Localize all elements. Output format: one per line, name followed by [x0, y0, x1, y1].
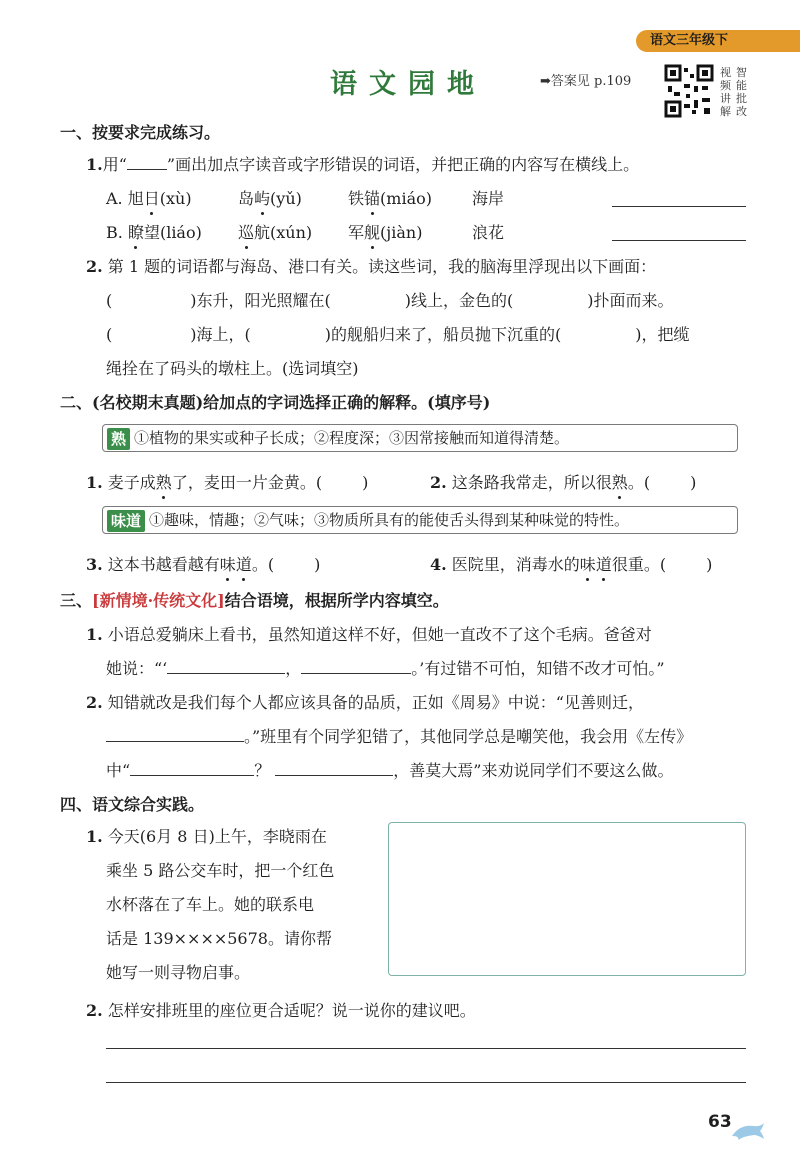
answer-paren[interactable] — [666, 554, 706, 570]
sec1-q1-prompt: 1.用“ ”画出加点字读音或字形错误的词语，并把正确的内容写在横线上。 — [86, 155, 640, 174]
arrow-right-icon: ➡ — [540, 74, 551, 89]
section-4-title: 四、语文综合实践。 — [60, 795, 205, 814]
sec1-q2-line1: 2. 第 1 题的词语都与海岛、港口有关。读这些词，我的脑海里浮现出以下画面： — [86, 257, 657, 276]
word-a1: A. 旭日(xù) — [106, 186, 238, 209]
qr-label-video: 视频讲解 — [720, 66, 731, 118]
sec1-q2-line2: ( )东升，阳光照耀在( )线上，金色的( )扑面而来。 — [106, 291, 674, 310]
sec1-q1-row-b — [106, 220, 504, 243]
word-b4: 浪花 — [472, 223, 505, 242]
answer-paren[interactable] — [274, 554, 314, 570]
answer-paren[interactable] — [650, 472, 690, 488]
definition-badge-weidao: 味道 — [107, 510, 145, 532]
word-b3: 军舰(jiàn) — [348, 220, 472, 243]
answer-line-1[interactable] — [106, 1048, 746, 1049]
definition-badge-shu: 熟 — [107, 428, 130, 450]
answer-reference: ➡答案见 p.109 — [540, 74, 632, 89]
definition-box-shu: 熟 ①植物的果实或种子长成；②程度深；③因常接触而知道得清楚。 — [102, 424, 738, 452]
page-number: 63 — [708, 1112, 732, 1132]
sec4-q1-line2: 乘坐 5 路公交车时，把一个红色 — [106, 861, 335, 880]
section-1-title: 一、按要求完成练习。 — [60, 123, 221, 142]
answer-line-a[interactable] — [612, 206, 746, 207]
sec2-q4: 4. 医院里，消毒水的味道很重。( ) — [430, 552, 712, 575]
sec1-q2-line4: 绳拴在了码头的墩柱上。(选词填空) — [106, 359, 359, 378]
sec1-q2-line3: ( )海上，( )的舰船归来了，船员抛下沉重的( )，把缆 — [106, 325, 690, 344]
sec3-q1-line2: 她说：“‘ ， 。’有过错不可怕，知错不改才可怕。” — [106, 659, 665, 678]
answer-line-2[interactable] — [106, 1082, 746, 1083]
word-b2: 巡航(xún) — [238, 220, 348, 243]
answer-line-b[interactable] — [612, 240, 746, 241]
answer-paren[interactable] — [322, 472, 362, 488]
underline-sample — [127, 154, 167, 170]
page-title: 语文园地 — [330, 69, 486, 100]
dolphin-icon — [730, 1120, 766, 1142]
sec1-q1-row-a — [106, 186, 504, 209]
word-a4: 海岸 — [472, 189, 505, 208]
qr-code-icon — [664, 64, 714, 118]
sec3-q1-line1: 1. 小语总爱躺床上看书，虽然知道这样不好，但她一直改不了这个毛病。爸爸对 — [86, 625, 652, 644]
sec4-q2: 2. 怎样安排班里的座位更合适呢？说一说你的建议吧。 — [86, 1001, 476, 1020]
section-2-title: 二、(名校期末真题)给加点的字词选择正确的解释。(填序号) — [60, 393, 491, 412]
fill-blank[interactable] — [106, 726, 244, 742]
qr-label-grading: 智能批改 — [736, 66, 747, 118]
grade-tag: 语文三年级下 — [636, 30, 800, 52]
sec4-q1-line4: 话是 139××××5678。请你帮 — [106, 929, 332, 948]
section-3-title: 三、[新情境·传统文化]结合语境，根据所学内容填空。 — [60, 591, 449, 610]
fill-blank[interactable] — [130, 760, 254, 776]
fill-blank[interactable] — [275, 760, 393, 776]
fill-blank[interactable] — [167, 658, 285, 674]
definition-box-weidao: 味道 ①趣味，情趣；②气味；③物质所具有的能使舌头得到某种味觉的特性。 — [102, 506, 738, 534]
sec2-q3: 3. 这本书越看越有味道。( ) — [86, 552, 320, 575]
sec2-q1: 1. 麦子成熟了，麦田一片金黄。( ) — [86, 470, 368, 493]
fill-blank[interactable] — [301, 658, 411, 674]
sec2-q2: 2. 这条路我常走，所以很熟。( ) — [430, 470, 696, 493]
sec4-q1-line1: 1. 今天(6月 8 日)上午，李晓雨在 — [86, 827, 327, 846]
lost-notice-writing-box[interactable] — [388, 822, 746, 976]
sec3-q2-line1: 2. 知错就改是我们每个人都应该具备的品质，正如《周易》中说：“见善则迁， — [86, 693, 644, 712]
context-tag: [新情境·传统文化] — [92, 591, 225, 610]
word-a2: 岛屿(yǔ) — [238, 186, 348, 209]
sec4-q1-line3: 水杯落在了车上。她的联系电 — [106, 895, 315, 914]
sec3-q2-line3: 中“ ？ ，善莫大焉”来劝说同学们不要这么做。 — [106, 761, 674, 780]
word-a3: 铁锚(miáo) — [348, 186, 472, 209]
sec3-q2-line2: 。”班里有个同学犯错了，其他同学总是嘲笑他，我会用《左传》 — [106, 724, 692, 747]
sec4-q1-line5: 她写一则寻物启事。 — [106, 963, 251, 982]
word-b1: B. 瞭望(liáo) — [106, 220, 238, 243]
